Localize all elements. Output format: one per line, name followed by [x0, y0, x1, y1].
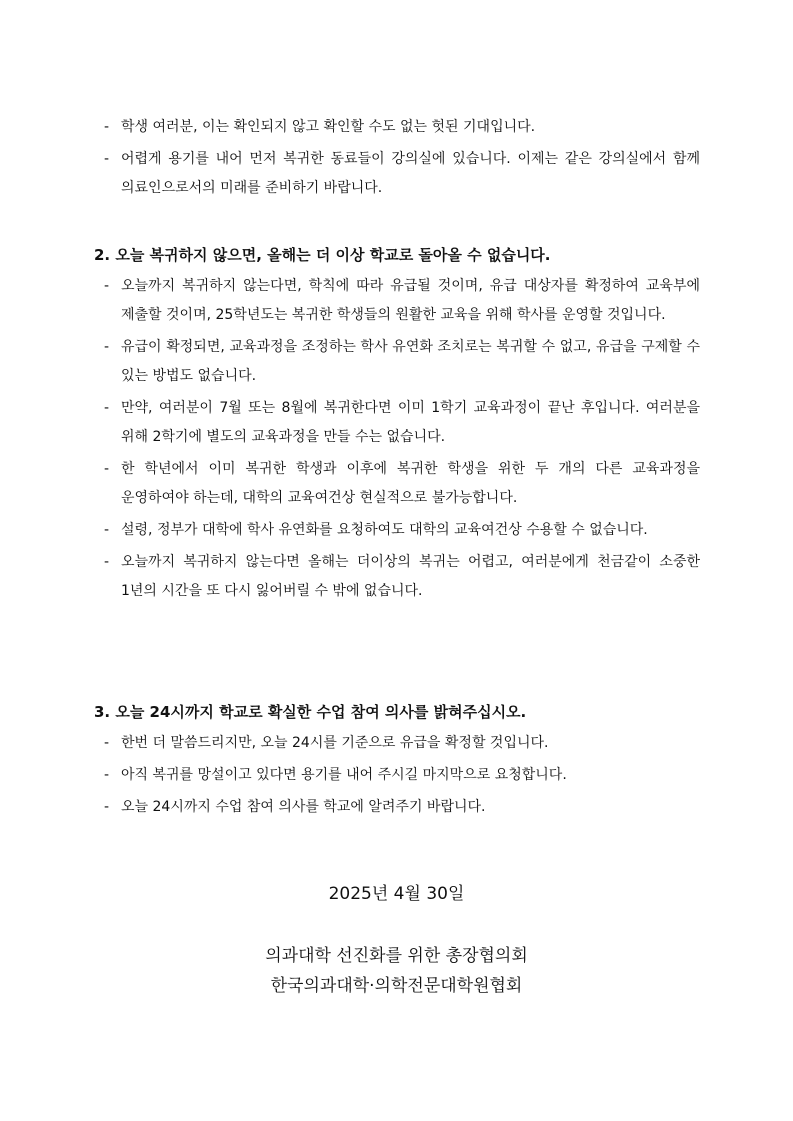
bullet-text: 오늘 24시까지 수업 참여 의사를 학교에 알려주기 바랍니다. [121, 799, 486, 815]
bullet-text: 유급이 확정되면, 교육과정을 조정하는 학사 유연화 조치로는 복귀할 수 없고, 유급을 구제할 수 있는 방법도 없습니다. [121, 339, 700, 384]
section-3-bullet-2 [94, 761, 700, 790]
section-2-bullet-4 [94, 455, 700, 513]
bullet-text: 오늘까지 복귀하지 않는다면 올해는 더이상의 복귀는 어렵고, 여러분에게 천금같이 소중한 1년의 시간을 또 다시 잃어버릴 수 밖에 없습니다. [121, 554, 700, 599]
section-3-bullet-3 [94, 793, 700, 822]
bullet-text: 한 학년에서 이미 복귀한 학생과 이후에 복귀한 학생을 위한 두 개의 다른 교육과정을 운영하여야 하는데, 대학의 교육여건상 현실적으로 불가능합니다. [121, 461, 700, 506]
bullet-text: 설령, 정부가 대학에 학사 유연화를 요청하여도 대학의 교육여건상 수용할 수 없습니다. [121, 522, 648, 538]
bullet-text: 만약, 여러분이 7월 또는 8월에 복귀한다면 이미 1학기 교육과정이 끝난 후입니다. 여러분을 위해 2학기에 별도의 교육과정을 만들 수는 없습니다. [121, 400, 700, 445]
section-2-bullet-5 [94, 516, 700, 545]
section-2-bullet-1 [94, 272, 700, 330]
section-2 [94, 241, 700, 609]
intro-section [94, 113, 700, 206]
bullet-text: 어렵게 용기를 내어 먼저 복귀한 동료들이 강의실에 있습니다. 이제는 같은 강의실에서 함께 의료인으로서의 미래를 준비하기 바랍니다. [121, 151, 700, 196]
section-2-bullet-6 [94, 548, 700, 606]
section-3 [94, 698, 700, 825]
section-2-bullet-2 [94, 333, 700, 391]
bullet-dash: - [104, 339, 110, 355]
signatory-council: 의과대학 선진화를 위한 총장협의회 [265, 946, 528, 966]
bullet-dash: - [104, 522, 110, 538]
section-3-bullet-1 [94, 729, 700, 758]
bullet-dash: - [104, 151, 110, 167]
section-2-bullet-3 [94, 394, 700, 452]
bullet-text: 아직 복귀를 망설이고 있다면 용기를 내어 주시길 마지막으로 요청합니다. [121, 767, 567, 783]
bullet-dash: - [104, 278, 110, 294]
bullet-text: 학생 여러분, 이는 확인되지 않고 확인할 수도 없는 헛된 기대입니다. [121, 119, 536, 135]
bullet-dash: - [104, 400, 110, 416]
bullet-dash: - [104, 799, 110, 815]
bullet-dash: - [104, 735, 110, 751]
bullet-text: 한번 더 말씀드리지만, 오늘 24시를 기준으로 유급을 확정할 것입니다. [121, 735, 549, 751]
bullet-dash: - [104, 554, 110, 570]
bullet-dash: - [104, 767, 110, 783]
document-date: 2025년 4월 30일 [328, 884, 465, 904]
intro-bullet-1 [94, 113, 700, 142]
bullet-dash: - [104, 119, 110, 135]
bullet-dash: - [104, 461, 110, 477]
section-2-heading: 2. 오늘 복귀하지 않으면, 올해는 더 이상 학교로 돌아올 수 없습니다. [94, 246, 551, 264]
intro-bullet-2 [94, 145, 700, 203]
signatory-association: 한국의과대학·의학전문대학원협회 [270, 976, 523, 996]
bullet-text: 오늘까지 복귀하지 않는다면, 학칙에 따라 유급될 것이며, 유급 대상자를 확정하여 교육부에 제출할 것이며, 25학년도는 복귀한 학생들의 원활한 교육을 위해 학사를 운영할 것입니다. [121, 278, 700, 323]
section-3-heading: 3. 오늘 24시까지 학교로 확실한 수업 참여 의사를 밝혀주십시오. [94, 703, 527, 721]
